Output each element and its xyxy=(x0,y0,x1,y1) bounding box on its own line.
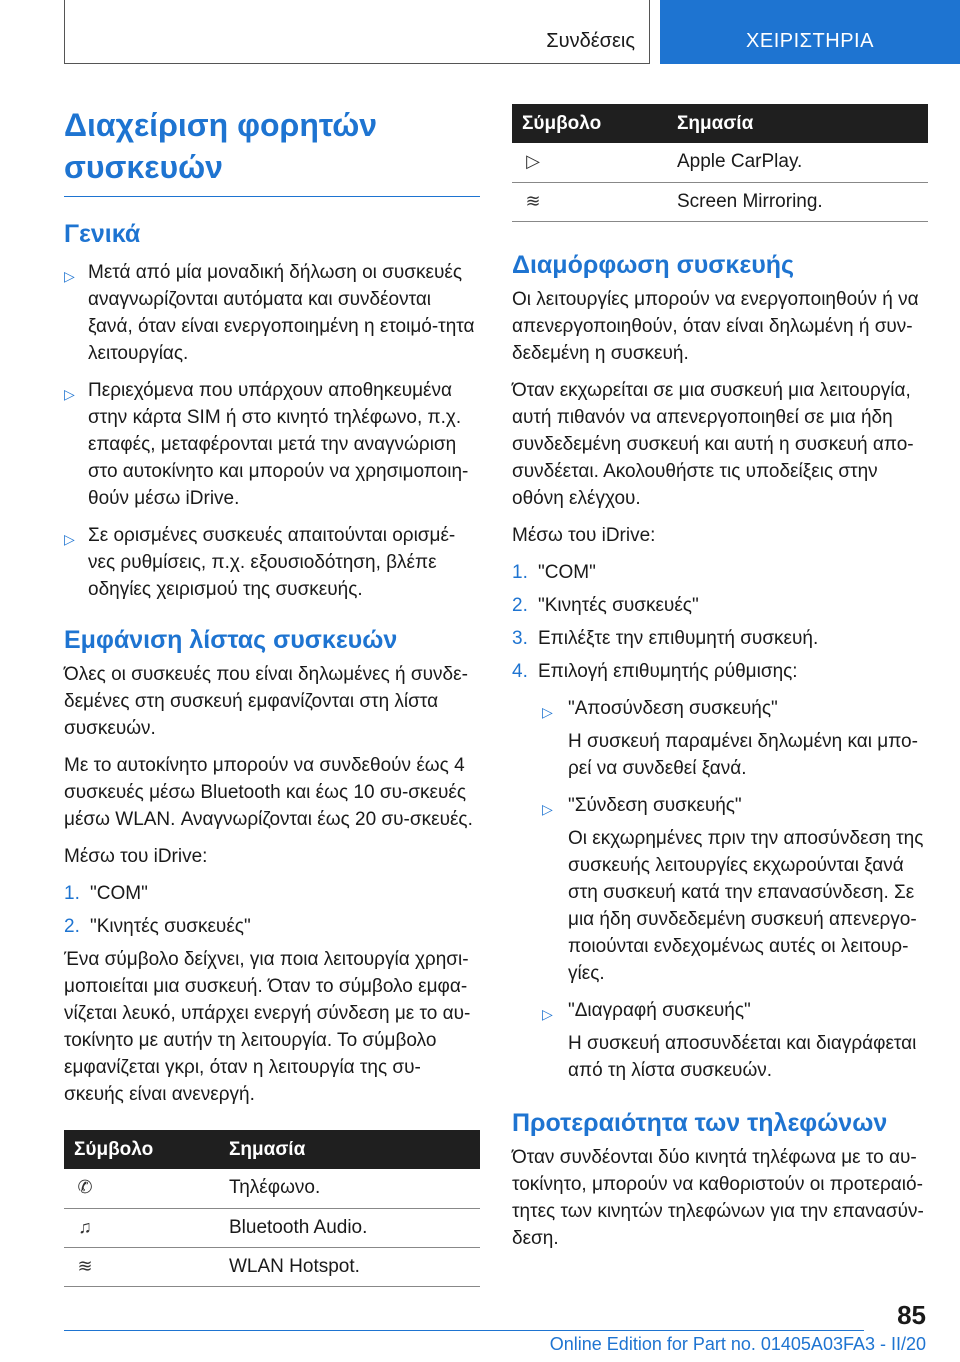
device-config-heading: Διαμόρφωση συσκευής xyxy=(512,250,795,279)
table-cell: Bluetooth Audio. xyxy=(219,1208,480,1247)
bullet-item xyxy=(64,522,480,603)
paragraph: Όταν συνδέονται δύο κινητά τηλέφωνα με το αυ-τοκίνητο, μπορούν να καθοριστούν οι προτεραιό-τητες των κινητών τηλεφώνων για την επανασύν-δεση. xyxy=(512,1146,924,1249)
list-item xyxy=(512,658,928,685)
option-item xyxy=(512,997,928,1084)
table-row xyxy=(64,1247,480,1286)
page-number: 85 xyxy=(897,1300,926,1330)
bullet-text: Σε ορισμένες συσκευές απαιτούνται ορισμέ-νες ρυθμίσεις, π.χ. εξουσιοδότηση, βλέπε οδηγίες χειρισμού της συσκευής. xyxy=(88,525,456,600)
triangle-bullet-icon: ▷ xyxy=(542,1005,553,1022)
step-text: Επιλέξτε την επιθυμητή συσκευή. xyxy=(538,627,819,649)
general-bullets xyxy=(64,259,480,603)
step-number: 2. xyxy=(64,916,80,937)
triangle-bullet-icon: ▷ xyxy=(64,268,75,284)
triangle-bullet-icon: ▷ xyxy=(542,703,553,720)
paragraph: Όταν εκχωρείται σε μια συσκευή μια λειτουργία, αυτή πιθανόν να απενεργοποιηθεί σε μια ήδη συνδεδεμένη συσκευή και αυτή η συσκευή απο-συνδέεται. Ακολουθήστε τις υποδείξεις στην οθόνη ελέγχου. xyxy=(512,379,914,509)
step-number: 4. xyxy=(512,660,528,682)
carplay-icon: ▷ xyxy=(526,151,540,172)
list-item xyxy=(64,880,480,907)
triangle-bullet-icon: ▷ xyxy=(64,386,75,402)
bullet-text: Μετά από μία μοναδική δήλωση οι συσκευές αναγνωρίζονται αυτόματα και συνδέονται ξανά, όταν είναι ενεργοποιημένη η ετοιμό-τητα λειτουργίας. xyxy=(88,262,475,364)
triangle-bullet-icon: ▷ xyxy=(64,531,75,547)
list-item xyxy=(512,592,928,619)
paragraph: Μέσω του iDrive: xyxy=(64,846,208,867)
paragraph: Ένα σύμβολο δείχνει, για ποια λειτουργία χρησι-μοποιείται μια συσκευή. Όταν το σύμβολο εμφα-νίζεται λευκό, υπάρχει ενεργή σύνδεση με το αυ-τοκίνητο με αυτήν τη λειτουργία. Το σύμβολο εμφανίζεται γκρι, όταν η λειτουργία της συ-σκευής είναι ανενεργή. xyxy=(64,949,471,1105)
footer-edition: Online Edition for Part no. 01405A03FA3 - II/20 xyxy=(549,1334,926,1354)
step-text: Επιλογή επιθυμητής ρύθμισης: xyxy=(538,660,798,682)
table-cell: Screen Mirroring. xyxy=(667,182,928,221)
wifi-icon: ≋ xyxy=(77,1255,93,1276)
screen-mirroring-icon: ≋ xyxy=(525,190,541,211)
step-text: "Κινητές συσκευές" xyxy=(90,916,251,937)
table-row xyxy=(64,1169,480,1208)
option-description: Η συσκευή παραμένει δηλωμένη και μπο-ρεί να συνδεθεί ξανά. xyxy=(568,730,918,779)
numbered-list xyxy=(512,559,928,685)
step-text: "COM" xyxy=(538,561,596,583)
device-list-heading: Εμφάνιση λίστας συσκευών xyxy=(64,626,398,654)
table-header-row xyxy=(512,104,928,143)
table-cell: WLAN Hotspot. xyxy=(219,1247,480,1286)
option-item xyxy=(512,792,928,987)
table-header-row xyxy=(64,1130,480,1169)
step-text: "Κινητές συσκευές" xyxy=(538,594,699,616)
step-text: "COM" xyxy=(90,883,148,904)
general-heading: Γενικά xyxy=(64,220,141,248)
step-number: 3. xyxy=(512,627,528,649)
footer-divider xyxy=(64,1330,864,1331)
numbered-list xyxy=(64,880,480,940)
symbol-table xyxy=(64,1130,480,1287)
table-row xyxy=(512,182,928,221)
option-list xyxy=(512,695,928,1084)
chapter-tab[interactable] xyxy=(660,0,960,64)
column-header-symbol: Σύμβολο xyxy=(64,1130,219,1169)
right-column xyxy=(512,104,928,1252)
phone-icon: ✆ xyxy=(77,1177,93,1198)
option-description: Η συσκευή αποσυνδέεται και διαγράφεται από τη λίστα συσκευών. xyxy=(568,1032,917,1081)
step-number: 1. xyxy=(512,561,528,583)
table-cell: Τηλέφωνο. xyxy=(219,1169,480,1208)
option-item xyxy=(512,695,928,782)
column-header-meaning: Σημασία xyxy=(219,1130,480,1169)
option-title: "Αποσύνδεση συσκευής" xyxy=(568,697,778,719)
step-number: 2. xyxy=(512,594,528,616)
column-header-symbol: Σύμβολο xyxy=(512,104,667,143)
paragraph: Όλες οι συσκευές που είναι δηλωμένες ή συνδε-δεμένες στη συσκευή εμφανίζονται στη λίστα συσκευών. xyxy=(64,664,468,739)
list-item xyxy=(512,559,928,586)
bullet-item xyxy=(64,377,480,512)
bullet-text: Περιεχόμενα που υπάρχουν αποθηκευμένα στην κάρτα SIM ή στο κινητό τηλέφωνο, π.χ. επαφές, μεταφέρονται μετά την αναγνώριση στο αυτοκίνητο και μπορούν να χρησιμοποιη-θούν μέσω iDrive. xyxy=(88,380,469,509)
page-title: Διαχείριση φορητών συσκευών xyxy=(64,104,480,197)
phone-priority-heading: Προτεραιότητα των τηλεφώνων xyxy=(512,1108,888,1137)
list-item xyxy=(512,625,928,652)
bullet-item xyxy=(64,259,480,367)
paragraph: Με το αυτοκίνητο μπορούν να συνδεθούν έως 4 συσκευές μέσω Bluetooth και έως 10 συ-σκευές μέσω WLAN. Αναγνωρίζονται έως 20 συ-σκευές. xyxy=(64,755,473,830)
triangle-bullet-icon: ▷ xyxy=(542,800,553,817)
paragraph: Μέσω του iDrive: xyxy=(512,524,656,546)
symbol-table-continued xyxy=(512,104,928,222)
option-description: Οι εκχωρημένες πριν την αποσύνδεση της συσκευής λειτουργίες εκχωρούνται ξανά στη συσκευή κατά την επανασύνδεση. Σε μια ήδη συνδεδεμένη συσκευή απενεργο-ποιούνται ενδεχομένως αυτές οι λειτουρ-γίες. xyxy=(568,827,924,984)
music-note-icon: ♫ xyxy=(78,1216,92,1237)
option-title: "Διαγραφή συσκευής" xyxy=(568,999,751,1021)
section-title: Συνδέσεις xyxy=(546,30,635,52)
table-cell: Apple CarPlay. xyxy=(667,143,928,182)
header-section-box xyxy=(64,0,650,64)
option-title: "Σύνδεση συσκευής" xyxy=(568,794,742,816)
column-header-meaning: Σημασία xyxy=(667,104,928,143)
table-row xyxy=(512,143,928,182)
chapter-title: ΧΕΙΡΙΣΤΗΡΙΑ xyxy=(746,30,874,52)
step-number: 1. xyxy=(64,883,80,904)
paragraph: Οι λειτουργίες μπορούν να ενεργοποιηθούν ή να απενεργοποιηθούν, όταν είναι δηλωμένη ή συν-δεδεμένη η συσκευή. xyxy=(512,288,919,364)
list-item xyxy=(64,913,480,940)
table-row xyxy=(64,1208,480,1247)
left-column xyxy=(64,104,480,1287)
